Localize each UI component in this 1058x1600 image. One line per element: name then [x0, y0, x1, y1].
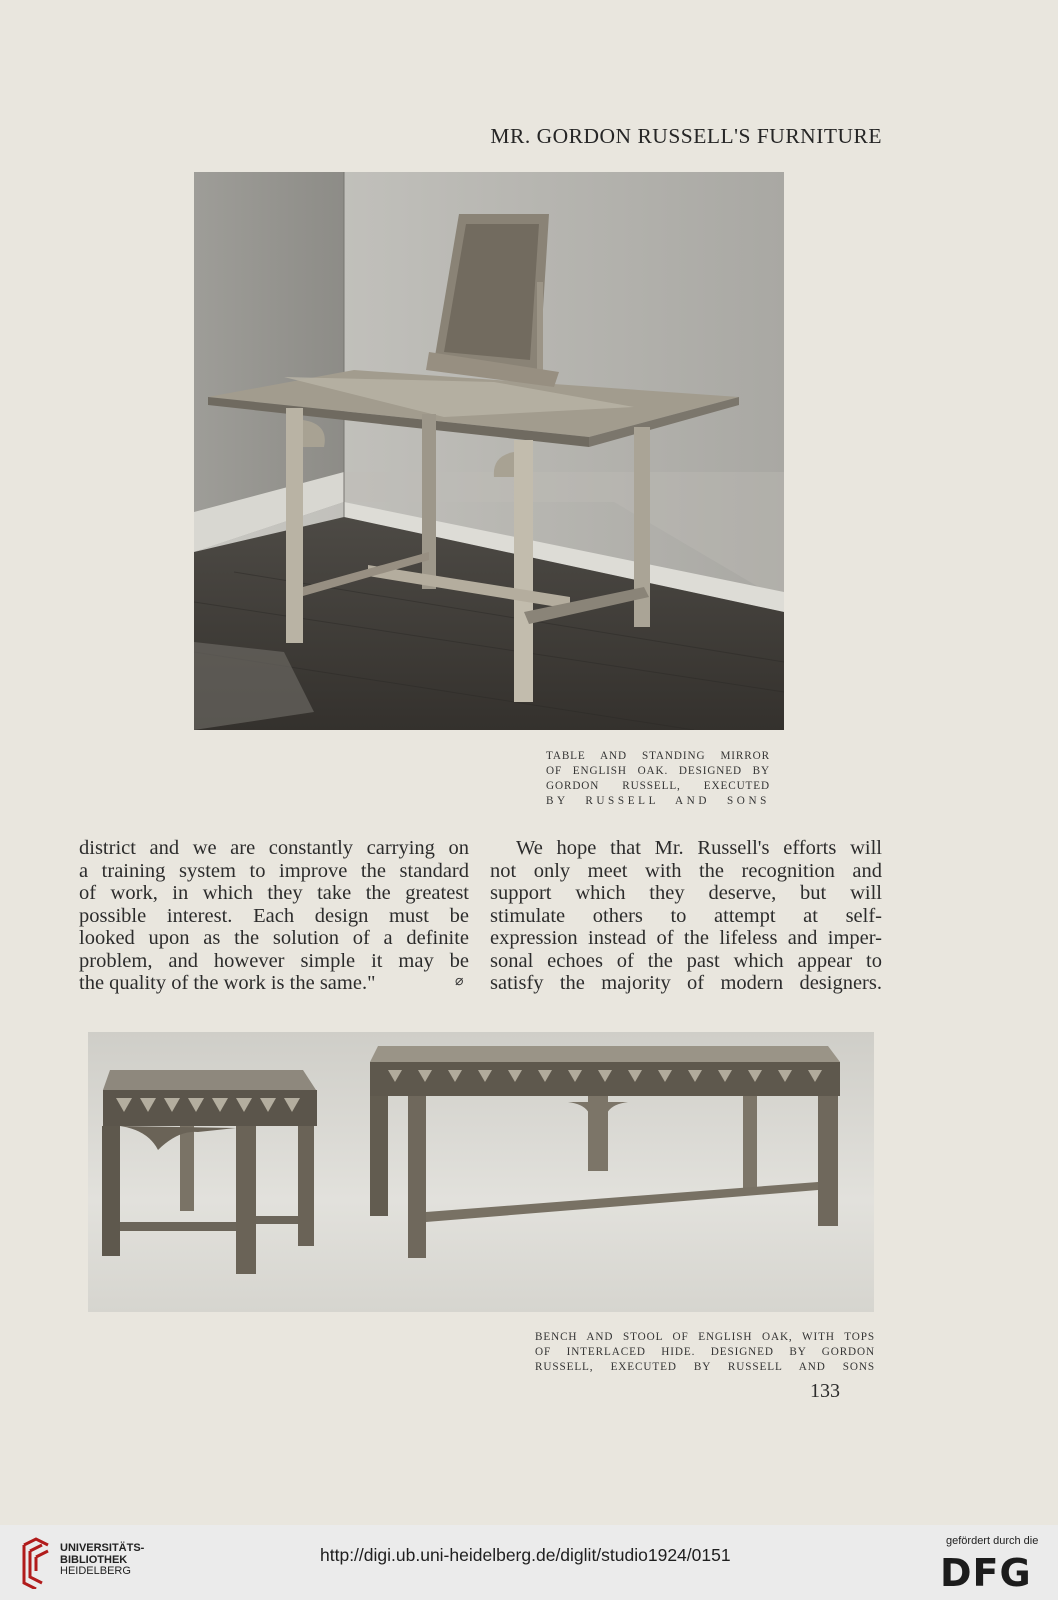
library-name	[60, 1543, 144, 1578]
body-column-left	[79, 837, 469, 995]
bench-and-stool-illustration	[88, 1032, 874, 1312]
caption-line: GORDON RUSSELL, EXECUTED	[546, 780, 770, 792]
text-line: a training system to improve the standard	[79, 859, 469, 882]
text-line: not only meet with the recognition and	[490, 859, 882, 882]
text-line: stimulate others to attempt at self-	[490, 904, 882, 927]
text-line: problem, and however simple it may be	[79, 949, 469, 972]
bench-and-stool-photo	[88, 1032, 874, 1312]
library-name-line: UNIVERSITÄTS-	[60, 1542, 145, 1554]
library-name-line: HEIDELBERG	[60, 1565, 131, 1577]
caption-line: OF INTERLACED HIDE. DESIGNED BY GORDON	[535, 1346, 875, 1358]
page-number: 133	[810, 1380, 840, 1402]
text-line: We hope that Mr. Russell's efforts will	[516, 837, 882, 859]
text-line: sonal echoes of the past which appear to	[490, 949, 882, 972]
funding-note: gefördert durch die	[946, 1535, 1039, 1547]
university-library-logo-icon	[18, 1535, 54, 1589]
digitization-footer	[0, 1525, 1058, 1600]
permalink-url[interactable]: http://digi.ub.uni-heidelberg.de/diglit/studio1924/0151	[320, 1545, 731, 1565]
text-line: the quality of the work is the same."	[79, 972, 376, 994]
text-line: possible interest. Each design must be	[79, 904, 469, 927]
figure-caption	[535, 1330, 875, 1375]
dfg-logo: DFG	[940, 1551, 1032, 1595]
caption-line: OF ENGLISH OAK. DESIGNED BY	[546, 765, 770, 777]
running-head: MR. GORDON RUSSELL'S FURNITURE	[490, 124, 882, 148]
text-line: district and we are constantly carrying on	[79, 837, 469, 859]
library-name-line: BIBLIOTHEK	[60, 1553, 128, 1566]
caption-line: BENCH AND STOOL OF ENGLISH OAK, WITH TOPS	[535, 1331, 875, 1343]
body-column-right	[490, 837, 882, 995]
text-line: of work, in which they take the greatest	[79, 882, 469, 904]
text-line: support which they deserve, but will	[490, 882, 882, 904]
caption-line: TABLE AND STANDING MIRROR	[546, 750, 770, 762]
paragraph-ornament: ⌀	[455, 974, 464, 989]
table-and-mirror-photo	[194, 172, 784, 730]
figure-caption	[546, 749, 770, 809]
text-line: expression instead of the lifeless and imper-	[490, 927, 882, 949]
text-line: satisfy the majority of modern designers.	[490, 972, 882, 994]
text-line: looked upon as the solution of a definite	[79, 927, 469, 949]
table-and-mirror-illustration	[194, 172, 784, 730]
caption-line: RUSSELL, EXECUTED BY RUSSELL AND SONS	[535, 1361, 875, 1373]
caption-line: BY RUSSELL AND SONS	[546, 795, 770, 807]
